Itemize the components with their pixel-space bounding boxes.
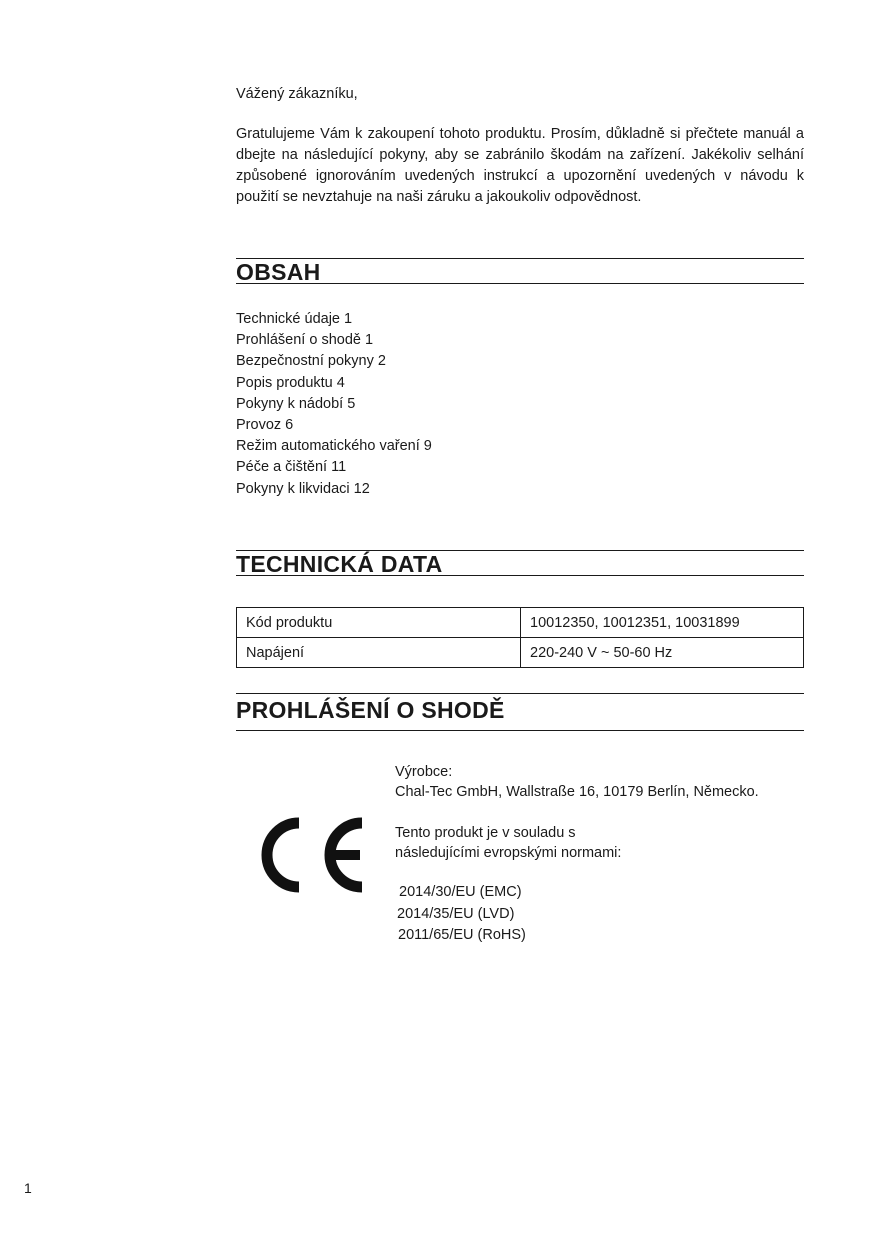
spec-label: Kód produktu	[237, 608, 521, 638]
statement-line: Tento produkt je v souladu s	[395, 825, 576, 841]
norms-list	[395, 882, 815, 947]
toc-item: Bezpečnostní pokyny 2	[236, 353, 386, 370]
table-row	[237, 638, 804, 668]
toc-item: Péče a čištění 11	[236, 459, 347, 476]
intro-paragraph: Gratulujeme Vám k zakoupení tohoto produktu. Prosím, důkladně si přečtete manuál a dbejte na následující pokyny, aby se zabránilo škodám na zařízení. Jakékoliv selhání způsobené ignorováním uvedených instrukcí a upozornění uvedených v návodu k použití se nevztahuje na naši záruku a jakoukoliv odpovědnost.	[236, 126, 804, 205]
spec-label: Napájení	[237, 638, 521, 668]
norm-item: 2011/65/EU (RoHS)	[398, 927, 526, 943]
manufacturer-block	[395, 762, 815, 802]
manufacturer-label: Výrobce:	[395, 764, 453, 780]
table-row	[237, 608, 804, 638]
ce-logo-icon	[250, 812, 370, 898]
manufacturer-address: Chal-Tec GmbH, Wallstraße 16, 10179 Berlín, Německo.	[395, 784, 759, 800]
norm-item: 2014/30/EU (EMC)	[395, 884, 522, 900]
conformity-statement	[395, 823, 815, 863]
conformity-heading-text: PROHLÁŠENÍ O SHODĚ	[236, 697, 505, 723]
technical-data-heading	[236, 550, 804, 576]
statement-line: následujícími evropskými normami:	[395, 845, 622, 861]
contents-heading-text: OBSAH	[236, 259, 321, 285]
page-number: 1	[24, 1180, 32, 1196]
toc-item: Pokyny k nádobí 5	[236, 395, 356, 412]
toc-item: Režim automatického vaření 9	[236, 438, 432, 455]
table-of-contents	[236, 309, 804, 500]
toc-item: Technické údaje 1	[236, 311, 353, 327]
contents-heading	[236, 258, 804, 284]
toc-item: Popis produktu 4	[236, 374, 345, 391]
technical-data-table	[236, 607, 804, 668]
spec-value: 220-240 V ~ 50-60 Hz	[521, 638, 804, 668]
technical-data-heading-text: TECHNICKÁ DATA	[236, 551, 443, 577]
greeting: Vážený zákazníku,	[236, 86, 358, 102]
toc-item: Provoz 6	[236, 417, 294, 434]
conformity-heading	[236, 693, 804, 731]
toc-item: Pokyny k likvidaci 12	[236, 480, 370, 497]
toc-item: Prohlášení o shodě 1	[236, 332, 374, 349]
norm-item: 2014/35/EU (LVD)	[397, 905, 515, 922]
spec-value: 10012350, 10012351, 10031899	[521, 608, 804, 638]
